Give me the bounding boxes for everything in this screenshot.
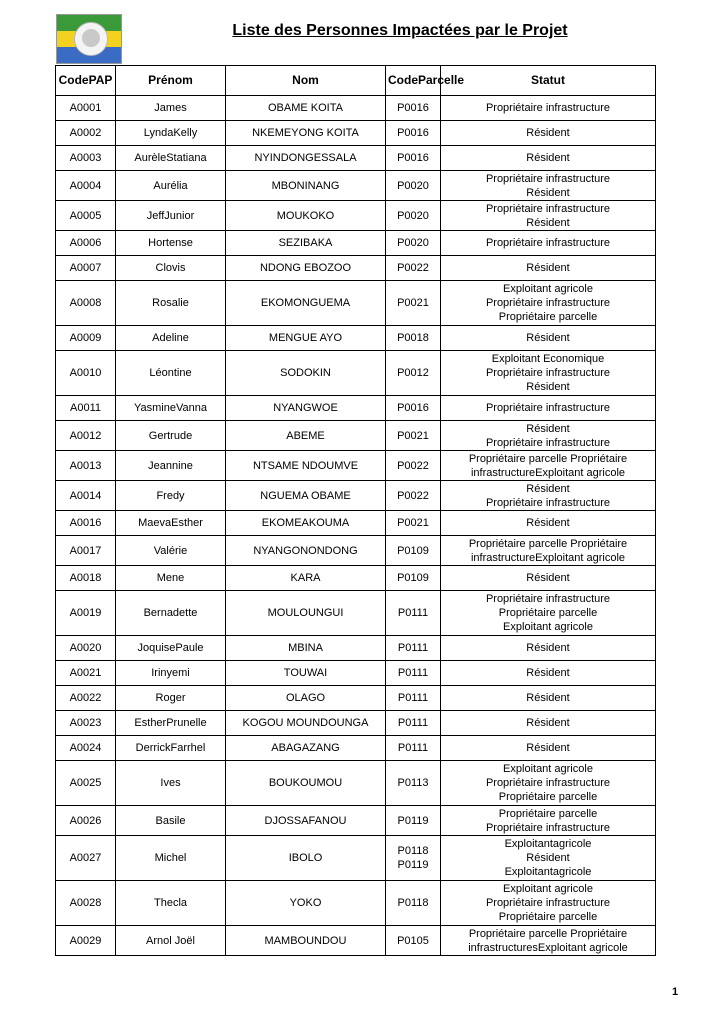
cell-code-pap: A0008 (56, 281, 116, 326)
cell-statut-line: Résident (526, 852, 570, 864)
cell-statut (441, 146, 656, 171)
cell-code-parcelle (386, 536, 441, 566)
cell-code-parcelle (386, 326, 441, 351)
cell-code-parcelle (386, 661, 441, 686)
col-code-parcelle: CodeParcelle (386, 66, 441, 96)
cell-statut-line: Propriétaire parcelle (498, 911, 598, 923)
cell-code-pap: A0025 (56, 761, 116, 806)
cell-prenom: YasmineVanna (116, 396, 226, 421)
cell-prenom: MaevaEsther (116, 511, 226, 536)
cell-code-parcelle-line: P0109 (397, 544, 429, 557)
cell-statut-line: Propriétaire parcelle Propriétaire (468, 537, 628, 550)
cell-nom: IBOLO (226, 836, 386, 881)
page-title: Liste des Personnes Impactées par le Projet (232, 22, 568, 39)
cell-code-parcelle-line: P0022 (397, 262, 429, 274)
cell-code-pap: A0013 (56, 451, 116, 481)
cell-code-pap: A0028 (56, 881, 116, 926)
cell-code-parcelle-line: P0119 (397, 814, 429, 827)
cell-nom: YOKO (226, 881, 386, 926)
cell-nom: MENGUE AYO (226, 326, 386, 351)
col-nom: Nom (226, 66, 386, 96)
cell-statut-line: Résident (526, 422, 570, 435)
cell-code-parcelle-line: P0113 (397, 777, 429, 789)
cell-code-pap: A0018 (56, 566, 116, 591)
cell-prenom: Adeline (116, 326, 226, 351)
cell-prenom: DerrickFarrhel (116, 736, 226, 761)
cell-code-pap: A0003 (56, 146, 116, 171)
cell-code-pap: A0010 (56, 351, 116, 396)
cell-statut-line: Propriétaire infrastructure (485, 367, 611, 379)
cell-code-parcelle (386, 481, 441, 511)
cell-statut-line: Exploitant agricole (503, 763, 593, 775)
cell-code-pap: A0021 (56, 661, 116, 686)
cell-code-parcelle (386, 256, 441, 281)
table-row (56, 281, 656, 326)
cell-code-pap: A0026 (56, 806, 116, 836)
cell-statut-line: Exploitant Economique (491, 353, 605, 365)
cell-prenom: Rosalie (116, 281, 226, 326)
cell-code-parcelle-line: P0022 (397, 459, 429, 472)
cell-code-parcelle-line: P0018 (397, 332, 429, 344)
cell-statut (441, 806, 656, 836)
cell-statut-line: Résident (526, 216, 570, 229)
table-row (56, 256, 656, 281)
cell-statut-line: infrastructuresExploitant agricole (468, 941, 628, 954)
cell-code-parcelle-line: P0020 (397, 209, 429, 222)
cell-code-pap: A0016 (56, 511, 116, 536)
col-prenom: Prénom (116, 66, 226, 96)
cell-code-pap: A0002 (56, 121, 116, 146)
cell-nom: NGUEMA OBAME (226, 481, 386, 511)
cell-statut (441, 686, 656, 711)
cell-nom: ABAGAZANG (226, 736, 386, 761)
cell-statut (441, 256, 656, 281)
cell-code-parcelle-line: P0020 (397, 237, 429, 249)
cell-code-pap: A0023 (56, 711, 116, 736)
cell-code-pap: A0007 (56, 256, 116, 281)
cell-statut-line: Résident (526, 742, 570, 754)
table-row (56, 591, 656, 636)
cell-code-pap: A0009 (56, 326, 116, 351)
cell-prenom: JoquisePaule (116, 636, 226, 661)
cell-code-pap: A0022 (56, 686, 116, 711)
cell-code-parcelle (386, 711, 441, 736)
cell-code-pap: A0017 (56, 536, 116, 566)
cell-code-parcelle (386, 171, 441, 201)
cell-statut (441, 511, 656, 536)
cell-code-parcelle-line: P0111 (397, 607, 429, 619)
cell-prenom: EstherPrunelle (116, 711, 226, 736)
cell-nom: NYANGONONDONG (226, 536, 386, 566)
cell-code-parcelle-line: P0016 (397, 127, 429, 139)
cell-code-parcelle (386, 511, 441, 536)
table-row (56, 536, 656, 566)
cell-code-parcelle (386, 396, 441, 421)
table-row (56, 171, 656, 201)
table-row (56, 421, 656, 451)
cell-code-parcelle (386, 146, 441, 171)
cell-statut (441, 736, 656, 761)
cell-nom: MBINA (226, 636, 386, 661)
cell-code-pap: A0027 (56, 836, 116, 881)
cell-statut-line: Propriétaire infrastructure (485, 777, 611, 789)
cell-code-parcelle-line: P0012 (397, 367, 429, 379)
cell-code-parcelle-line: P0016 (397, 152, 429, 164)
cell-code-pap: A0001 (56, 96, 116, 121)
cell-nom: MBONINANG (226, 171, 386, 201)
cell-prenom: Valérie (116, 536, 226, 566)
cell-nom: EKOMEAKOUMA (226, 511, 386, 536)
cell-nom: OBAME KOITA (226, 96, 386, 121)
cell-nom: NKEMEYONG KOITA (226, 121, 386, 146)
cell-statut-line: Propriétaire infrastructure (485, 237, 611, 249)
cell-statut (441, 451, 656, 481)
cell-prenom: Mene (116, 566, 226, 591)
table-row (56, 806, 656, 836)
cell-prenom: Thecla (116, 881, 226, 926)
col-statut: Statut (441, 66, 656, 96)
table-row (56, 96, 656, 121)
cell-statut-line: Résident (526, 692, 570, 704)
cell-code-parcelle (386, 201, 441, 231)
cell-code-parcelle (386, 836, 441, 881)
cell-code-parcelle-line: P0119 (397, 859, 429, 871)
cell-statut (441, 96, 656, 121)
table-row (56, 636, 656, 661)
table-row (56, 761, 656, 806)
cell-code-pap: A0020 (56, 636, 116, 661)
cell-prenom: Basile (116, 806, 226, 836)
table-row (56, 836, 656, 881)
cell-code-parcelle-line: P0111 (397, 667, 429, 679)
cell-statut (441, 201, 656, 231)
cell-statut (441, 836, 656, 881)
cell-statut-line: Résident (526, 186, 570, 199)
table-row (56, 926, 656, 956)
table-row (56, 451, 656, 481)
cell-nom: ABEME (226, 421, 386, 451)
cell-statut-line: Résident (526, 262, 570, 274)
cell-code-parcelle (386, 96, 441, 121)
table-row (56, 481, 656, 511)
table-header-row (56, 66, 656, 96)
cell-nom: EKOMONGUEMA (226, 281, 386, 326)
cell-statut-line: Exploitantagricole (504, 838, 592, 850)
cell-prenom: Léontine (116, 351, 226, 396)
cell-prenom: Jeannine (116, 451, 226, 481)
cell-nom: MOULOUNGUI (226, 591, 386, 636)
table-row (56, 511, 656, 536)
cell-code-parcelle (386, 736, 441, 761)
table-row (56, 201, 656, 231)
cell-code-parcelle-line: P0016 (397, 102, 429, 114)
cell-code-parcelle-line: P0022 (397, 489, 429, 502)
cell-statut-line: Propriétaire infrastructure (485, 496, 611, 509)
cell-code-parcelle (386, 451, 441, 481)
cell-prenom: Clovis (116, 256, 226, 281)
cell-statut-line: Résident (526, 667, 570, 679)
cell-code-parcelle (386, 881, 441, 926)
cell-code-parcelle (386, 566, 441, 591)
cell-statut-line: Résident (526, 152, 570, 164)
table-row (56, 351, 656, 396)
cell-statut (441, 661, 656, 686)
cell-statut (441, 421, 656, 451)
cell-code-parcelle-line: P0111 (397, 717, 429, 729)
cell-statut-line: Résident (526, 127, 570, 139)
cell-nom: MAMBOUNDOU (226, 926, 386, 956)
cell-nom: NDONG EBOZOO (226, 256, 386, 281)
cell-nom: BOUKOUMOU (226, 761, 386, 806)
cell-code-parcelle (386, 636, 441, 661)
cell-statut-line: Résident (526, 381, 570, 393)
cell-statut (441, 711, 656, 736)
pap-table (55, 65, 656, 956)
cell-code-parcelle-line: P0111 (397, 642, 429, 654)
table-row (56, 121, 656, 146)
cell-code-parcelle-line: P0111 (397, 692, 429, 704)
cell-statut (441, 351, 656, 396)
cell-nom: NYINDONGESSALA (226, 146, 386, 171)
cell-statut-line: Propriétaire infrastructure (485, 102, 611, 114)
cell-code-parcelle-line: P0021 (397, 517, 429, 529)
cell-prenom: Ives (116, 761, 226, 806)
cell-prenom: Arnol Joël (116, 926, 226, 956)
cell-statut (441, 231, 656, 256)
cell-statut-line: Propriétaire infrastructure (485, 202, 611, 215)
table-row (56, 711, 656, 736)
cell-statut (441, 591, 656, 636)
cell-statut-line: Résident (526, 717, 570, 729)
cell-statut-line: infrastructureExploitant agricole (470, 466, 626, 479)
cell-code-parcelle (386, 421, 441, 451)
cell-statut (441, 326, 656, 351)
cell-statut (441, 536, 656, 566)
cell-statut (441, 761, 656, 806)
cell-statut-line: infrastructureExploitant agricole (470, 551, 626, 564)
cell-statut-line: Propriétaire infrastructure (485, 172, 611, 185)
cell-code-parcelle-line: P0111 (397, 742, 429, 754)
cell-nom: OLAGO (226, 686, 386, 711)
cell-statut-line: Propriétaire infrastructure (485, 821, 611, 834)
cell-nom: SODOKIN (226, 351, 386, 396)
cell-statut-line: Propriétaire parcelle (498, 311, 598, 323)
cell-prenom: Roger (116, 686, 226, 711)
cell-code-pap: A0011 (56, 396, 116, 421)
table-row (56, 231, 656, 256)
cell-code-parcelle (386, 926, 441, 956)
page-number: 1 (672, 986, 679, 998)
cell-nom: MOUKOKO (226, 201, 386, 231)
table-row (56, 326, 656, 351)
cell-statut (441, 566, 656, 591)
table-body (56, 96, 656, 956)
table-row (56, 736, 656, 761)
cell-statut-line: Propriétaire parcelle (498, 807, 598, 820)
cell-code-pap: A0012 (56, 421, 116, 451)
cell-code-parcelle (386, 591, 441, 636)
cell-code-parcelle-line: P0020 (397, 179, 429, 192)
cell-code-parcelle (386, 806, 441, 836)
cell-statut-line: Propriétaire infrastructure (485, 402, 611, 414)
cell-code-pap: A0006 (56, 231, 116, 256)
cell-statut-line: Exploitant agricole (503, 883, 593, 895)
cell-statut-line: Résident (526, 517, 570, 529)
cell-statut (441, 171, 656, 201)
cell-statut-line: Résident (526, 572, 570, 584)
cell-code-parcelle (386, 686, 441, 711)
gabon-flag-seal-icon (56, 14, 122, 64)
cell-prenom: Bernadette (116, 591, 226, 636)
cell-code-parcelle (386, 121, 441, 146)
cell-nom: DJOSSAFANOU (226, 806, 386, 836)
cell-code-pap: A0024 (56, 736, 116, 761)
cell-statut-line: Exploitant agricole (503, 283, 593, 295)
cell-statut-line: Propriétaire parcelle (498, 791, 598, 803)
cell-statut-line: Exploitant agricole (503, 621, 593, 633)
cell-statut-line: Propriétaire infrastructure (485, 897, 611, 909)
cell-code-parcelle-line: P0118 (397, 897, 429, 909)
cell-prenom: Gertrude (116, 421, 226, 451)
cell-code-parcelle (386, 281, 441, 326)
cell-code-parcelle (386, 231, 441, 256)
table-row (56, 146, 656, 171)
cell-code-pap: A0029 (56, 926, 116, 956)
cell-statut-line: Propriétaire infrastructure (485, 297, 611, 309)
cell-statut (441, 281, 656, 326)
cell-code-pap: A0014 (56, 481, 116, 511)
cell-code-parcelle (386, 761, 441, 806)
col-code-pap: CodePAP (56, 66, 116, 96)
cell-code-parcelle-line: P0109 (397, 572, 429, 584)
cell-nom: KARA (226, 566, 386, 591)
table-row (56, 396, 656, 421)
cell-prenom: Aurélia (116, 171, 226, 201)
cell-statut-line: Résident (526, 332, 570, 344)
cell-code-parcelle-line: P0118 (397, 845, 429, 857)
cell-statut-line: Résident (526, 642, 570, 654)
cell-statut-line: Résident (526, 482, 570, 495)
cell-code-parcelle-line: P0021 (397, 429, 429, 442)
table-row (56, 566, 656, 591)
cell-statut (441, 121, 656, 146)
cell-code-parcelle-line: P0105 (397, 934, 429, 947)
cell-prenom: Irinyemi (116, 661, 226, 686)
cell-code-parcelle-line: P0021 (397, 297, 429, 309)
cell-nom: NTSAME NDOUMVE (226, 451, 386, 481)
cell-nom: TOUWAI (226, 661, 386, 686)
cell-prenom: James (116, 96, 226, 121)
cell-code-pap: A0004 (56, 171, 116, 201)
cell-statut (441, 396, 656, 421)
cell-nom: SEZIBAKA (226, 231, 386, 256)
cell-code-parcelle-line: P0016 (397, 402, 429, 414)
cell-statut (441, 481, 656, 511)
cell-statut-line: Propriétaire infrastructure (485, 593, 611, 605)
cell-prenom: LyndaKelly (116, 121, 226, 146)
cell-prenom: Fredy (116, 481, 226, 511)
cell-prenom: JeffJunior (116, 201, 226, 231)
cell-statut-line: Propriétaire parcelle Propriétaire (468, 452, 628, 465)
cell-code-pap: A0005 (56, 201, 116, 231)
cell-statut-line: Propriétaire parcelle Propriétaire (468, 927, 628, 940)
cell-statut-line: Propriétaire infrastructure (485, 436, 611, 449)
cell-code-parcelle (386, 351, 441, 396)
cell-nom: KOGOU MOUNDOUNGA (226, 711, 386, 736)
cell-statut-line: Propriétaire parcelle (498, 607, 598, 619)
cell-statut-line: Exploitantagricole (504, 866, 592, 878)
cell-statut (441, 636, 656, 661)
cell-prenom: Michel (116, 836, 226, 881)
cell-prenom: AurèleStatiana (116, 146, 226, 171)
table-row (56, 686, 656, 711)
cell-nom: NYANGWOE (226, 396, 386, 421)
table-row (56, 881, 656, 926)
table-row (56, 661, 656, 686)
cell-code-pap: A0019 (56, 591, 116, 636)
cell-statut (441, 881, 656, 926)
cell-prenom: Hortense (116, 231, 226, 256)
cell-statut (441, 926, 656, 956)
